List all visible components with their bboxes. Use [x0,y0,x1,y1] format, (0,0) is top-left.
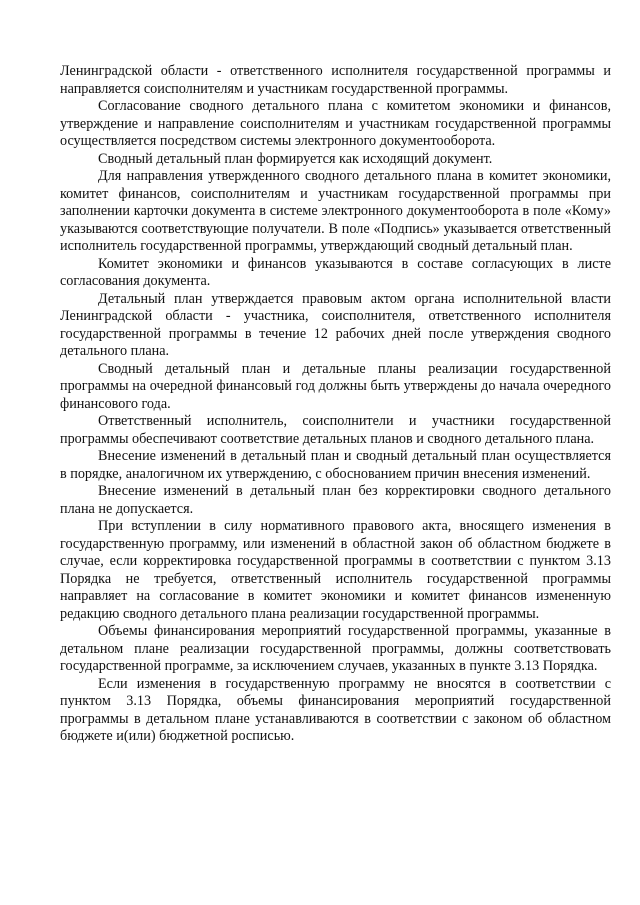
paragraph-10: Внесение изменений в детальный план без корректировки сводного детального плана не допускается. [60,483,611,517]
paragraph-8: Ответственный исполнитель, соисполнители и участники государственной программы обеспечивают соответствие детальных планов и сводного детального плана. [60,413,611,447]
paragraph-6: Детальный план утверждается правовым актом органа исполнительной власти Ленинградской области - участника, соисполнителя, ответственного исполнителя государственной программы в течение 12 рабочих дней после утверждения сводного детального плана. [60,290,611,359]
paragraph-11: При вступлении в силу нормативного правового акта, вносящего изменения в государственную программу, или изменений в областной закон об областном бюджете в случае, если корректировка государственной программы в соответствии с пунктом 3.13 Порядка не требуется, ответственный исполнитель государственной программы направляет на согласование в комитет экономики и комитет финансов измененную редакцию сводного детального плана реализации государственной программы. [60,518,611,622]
paragraph-5: Комитет экономики и финансов указываются в составе согласующих в листе согласования документа. [60,255,611,289]
paragraph-3: Сводный детальный план формируется как исходящий документ. [98,150,493,167]
paragraph-4: Для направления утвержденного сводного детального плана в комитет экономики, комитет финансов, соисполнителям и участникам государственной программы при заполнении карточки документа в системе электронного документооборота в поле «Кому» указываются соответствующие получатели. В поле «Подпись» указывается ответственный исполнитель государственной программы, утверждающий сводный детальный план. [60,168,611,254]
paragraph-2: Согласование сводного детального плана с комитетом экономики и финансов, утверждение и направление соисполнителям и участникам государственной программы осуществляется посредством системы электронного документооборота. [60,98,611,149]
paragraph-1: Ленинградской области - ответственного исполнителя государственной программы и направляется соисполнителям и участникам государственной программы. [60,63,611,97]
paragraph-13: Если изменения в государственную программу не вносятся в соответствии с пунктом 3.13 Порядка, объемы финансирования мероприятий государственной программы в детальном плане устанавливаются в соответствии с законом об областном бюджете и(или) бюджетной росписью. [60,675,611,744]
paragraph-12: Объемы финансирования мероприятий государственной программы, указанные в детальном плане реализации государственной программы, должны соответствовать государственной программе, за исключением случаев, указанных в пункте 3.13 Порядка. [60,623,611,674]
paragraph-9: Внесение изменений в детальный план и сводный детальный план осуществляется в порядке, аналогичном их утверждению, с обоснованием причин внесения изменений. [60,448,611,482]
paragraph-7: Сводный детальный план и детальные планы реализации государственной программы на очередной финансовый год должны быть утверждены до начала очередного финансового года. [60,360,611,412]
document-page [60,63,611,746]
